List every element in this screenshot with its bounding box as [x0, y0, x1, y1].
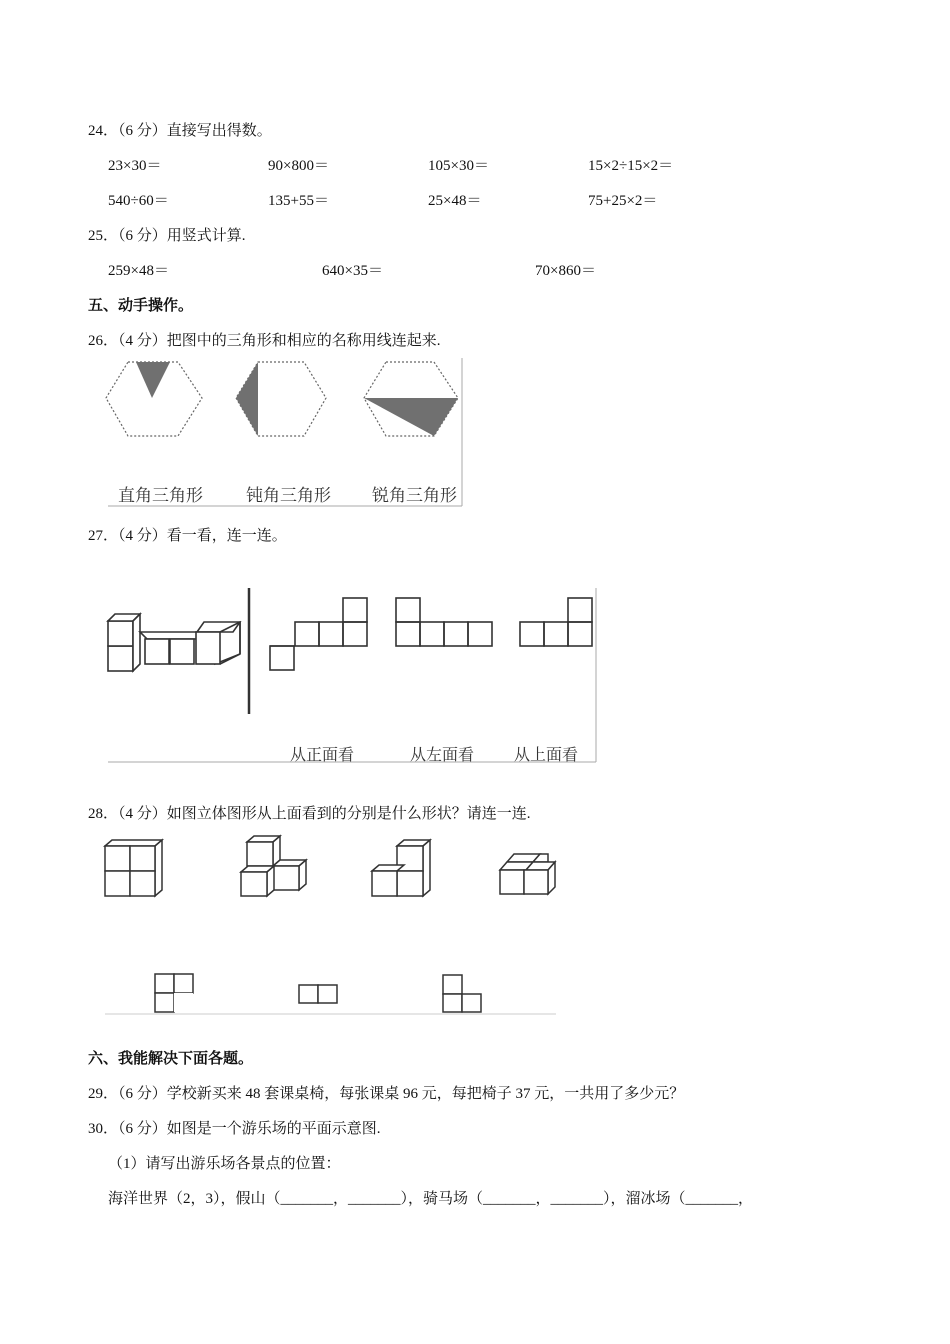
q24-label: 24．（6 分）直接写出得数。 — [88, 123, 272, 139]
q24-expr-3: 105×30＝ — [428, 158, 489, 174]
q30-label: 30．（6 分）如图是一个游乐场的平面示意图. — [88, 1121, 381, 1137]
q30-positions-line: 海洋世界（2，3），假山（_______，_______），骑马场（_______，_______），溜冰场（_______， — [108, 1191, 754, 1207]
q27-caption-top: 从上面看 — [514, 747, 579, 764]
q27-caption-left: 从左面看 — [410, 747, 475, 764]
q26-triangle-figure — [100, 356, 480, 508]
q27-views-figure — [100, 586, 600, 766]
q24-expr-6: 135+55＝ — [268, 193, 329, 209]
q29-label: 29．（6 分）学校新买来 48 套课桌椅，每张课桌 96 元，每把椅子 37 元，一共用了多少元？ — [88, 1086, 685, 1102]
q28-solids-figure — [100, 832, 560, 1018]
q24-expr-1: 23×30＝ — [108, 158, 162, 174]
q30-subquestion-1: （1）请写出游乐场各景点的位置： — [108, 1156, 341, 1172]
q27-caption-front: 从正面看 — [290, 747, 355, 764]
q28-label: 28．（4 分）如图立体图形从上面看到的分别是什么形状？请连一连. — [88, 806, 531, 822]
q24-expr-8: 75+25×2＝ — [588, 193, 658, 209]
q26-label: 26．（4 分）把图中的三角形和相应的名称用线连起来. — [88, 333, 441, 349]
q24-expr-4: 15×2÷15×2＝ — [588, 158, 674, 174]
q27-label: 27．（4 分）看一看，连一连。 — [88, 528, 287, 544]
section-6-title: 六、我能解决下面各题。 — [88, 1051, 254, 1067]
q24-expr-7: 25×48＝ — [428, 193, 482, 209]
q25-expr-1: 259×48＝ — [108, 263, 169, 279]
q26-caption-acute: 锐角三角形 — [372, 486, 457, 505]
q25-label: 25．（6 分）用竖式计算. — [88, 228, 246, 244]
q25-expr-2: 640×35＝ — [322, 263, 383, 279]
q26-caption-obtuse: 钝角三角形 — [246, 486, 331, 505]
q24-expr-5: 540÷60＝ — [108, 193, 169, 209]
q24-expr-2: 90×800＝ — [268, 158, 329, 174]
q26-caption-right: 直角三角形 — [118, 486, 203, 505]
q25-expr-3: 70×860＝ — [535, 263, 596, 279]
section-5-title: 五、动手操作。 — [88, 298, 194, 314]
